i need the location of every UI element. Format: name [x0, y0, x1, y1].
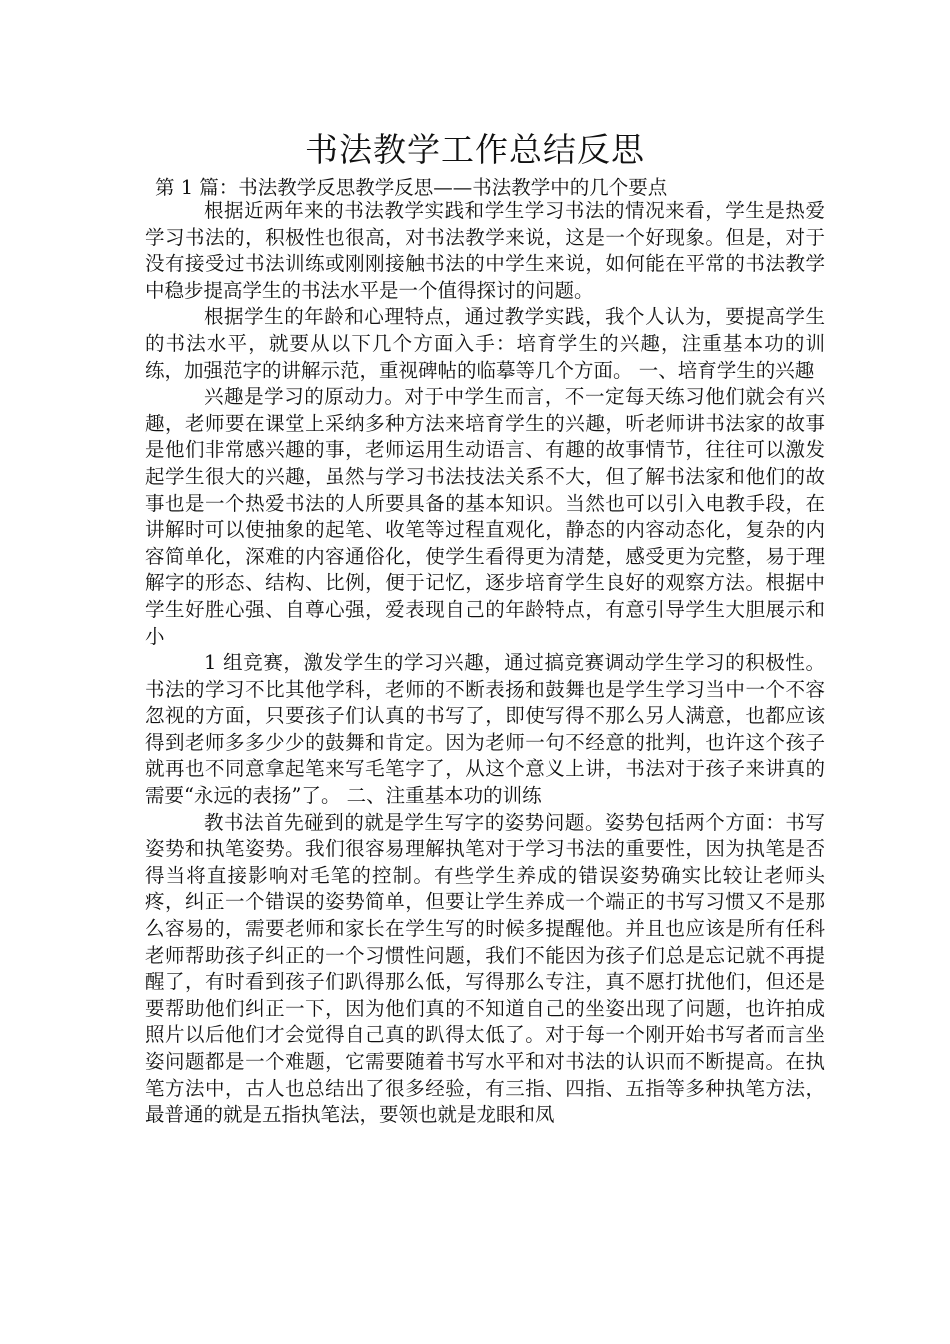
paragraph-4: 1 组竞赛，激发学生的学习兴趣，通过搞竞赛调动学生学习的积极性。书法的学习不比其他学科，老师的不断表扬和鼓舞也是学生学习当中一个不容忽视的方面，只要孩子们认真的书写了，即使写得不那么另人满意，也都应该得到老师多多少少的鼓舞和肯定。因为老师一句不经意的批判，也许这个孩子就再也不同意拿起笔来写毛笔字了，从这个意义上讲，书法对于孩子来讲真的需要“永远的表扬”了。 二、注重基本功的训练 — [145, 651, 825, 808]
paragraph-1: 根据近两年来的书法教学实践和学生学习书法的情况来看，学生是热爱学习书法的，积极性也很高，对书法教学来说，这是一个好现象。但是，对于没有接受过书法训练或刚刚接触书法的中学生来说，如何能在平常的书法教学中稳步提高学生的书法水平是一个值得探讨的问题。 — [145, 199, 825, 302]
article-body — [145, 198, 825, 1129]
paragraph-2: 根据学生的年龄和心理特点，通过教学实践，我个人认为，要提高学生的书法水平，就要从以下几个方面入手：培育学生的兴趣，注重基本功的训练，加强范字的讲解示范，重视碑帖的临摹等几个方面。 一、培育学生的兴趣 — [145, 305, 825, 382]
article-subtitle: 第 1 篇：书法教学反思教学反思——书法教学中的几个要点 — [155, 176, 668, 199]
document-title: 书法教学工作总结反思 — [305, 130, 645, 169]
paragraph-5: 教书法首先碰到的就是学生写字的姿势问题。姿势包括两个方面：书写姿势和执笔姿势。我们很容易理解执笔对于学习书法的重要性，因为执笔是否得当将直接影响对毛笔的控制。有些学生养成的错误姿势确实比较让老师头疼，纠正一个错误的姿势简单，但要让学生养成一个端正的书写习惯又不是那么容易的，需要老师和家长在学生写的时候多提醒他。并且也应该是所有任科老师帮助孩子纠正的一个习惯性问题，我们不能因为孩子们总是忘记就不再提醒了，有时看到孩子们趴得那么低，写得那么专注，真不愿打扰他们，但还是要帮助他们纠正一下，因为他们真的不知道自己的坐姿出现了问题，也许拍成照片以后他们才会觉得自己真的趴得太低了。对于每一个刚开始书写者而言坐姿问题都是一个难题，它需要随着书写水平和对书法的认识而不断提高。在执笔方法中，古人也总结出了很多经验，有三指、四指、五指等多种执笔方法，最普通的就是五指执笔法，要领也就是龙眼和凤 — [145, 810, 825, 1127]
paragraph-3: 兴趣是学习的原动力。对于中学生而言，不一定每天练习他们就会有兴趣，老师要在课堂上采纳多种方法来培育学生的兴趣，听老师讲书法家的故事是他们非常感兴趣的事，老师运用生动语言、有趣的故事情节，往往可以激发起学生很大的兴趣，虽然与学习书法技法关系不大，但了解书法家和他们的故事也是一个热爱书法的人所要具备的基本知识。当然也可以引入电教手段，在讲解时可以使抽象的起笔、收笔等过程直观化，静态的内容动态化，复杂的内容简单化，深难的内容通俗化，使学生看得更为清楚，感受更为完整，易于理解字的形态、结构、比例，便于记忆，逐步培育学生良好的观察方法。根据中学生好胜心强、自尊心强，爱表现自己的年龄特点，有意引导学生大胆展示和小 — [145, 385, 825, 648]
